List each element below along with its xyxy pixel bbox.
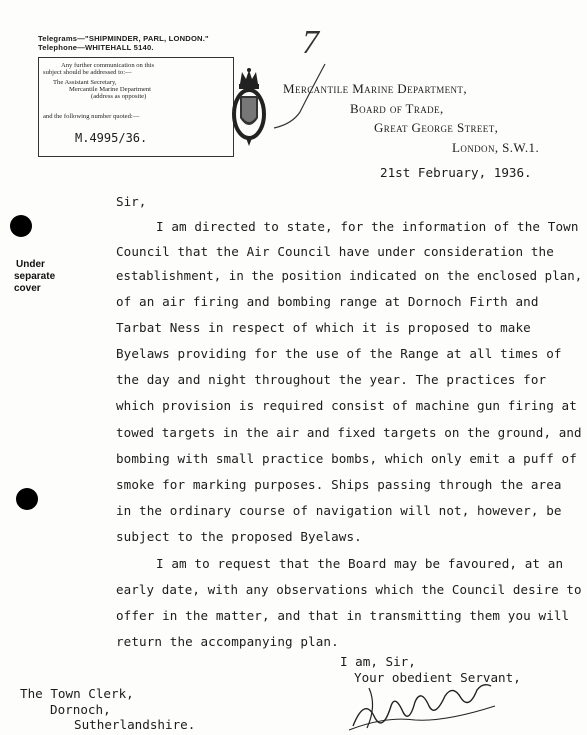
body-line: return the accompanying plan. <box>116 634 339 649</box>
body-line: I am directed to state, for the information of the Town <box>156 219 579 234</box>
body-line: offer in the matter, and that in transmitting them you will <box>116 608 570 623</box>
body-line: bombing with small practice bombs, which only emit a puff of <box>116 451 577 466</box>
box-line-2: subject should be addressed to:— <box>43 69 132 76</box>
annotation-mark: 7 <box>302 24 319 61</box>
department-name: Mercantile Marine Department, <box>283 81 467 96</box>
street-address: Great George Street, <box>374 120 499 135</box>
punch-hole-bottom <box>16 488 38 510</box>
letter-date: 21st February, 1936. <box>380 165 532 180</box>
stamp-line-3: cover <box>14 283 41 294</box>
salutation: Sir, <box>116 194 147 209</box>
body-line: Council that the Air Council have under consideration the <box>116 244 554 259</box>
body-line: in the ordinary course of navigation will not, however, be <box>116 503 562 518</box>
body-line: Byelaws providing for the use of the Range at all times of <box>116 346 562 361</box>
box-line-5: (address as opposite) <box>91 93 147 100</box>
box-line-1: Any further communication on this <box>61 62 155 69</box>
body-line: early date, with any observations which the Council desire to <box>116 582 582 597</box>
body-line: which provision is required consist of machine gun firing at <box>116 398 577 413</box>
recipient-line-3: Sutherlandshire. <box>74 717 196 732</box>
box-line-4: Mercantile Marine Department <box>69 86 152 93</box>
annotation-stroke <box>270 62 330 132</box>
telegram-address: Telegrams—"SHIPMINDER, PARL, LONDON." <box>38 34 209 43</box>
body-line: subject to the proposed Byelaws. <box>116 529 362 544</box>
closing-line-1: I am, Sir, <box>340 654 416 669</box>
body-line: of an air firing and bombing range at Dornoch Firth and <box>116 294 539 309</box>
reference-number: M.4995/36. <box>75 131 148 145</box>
body-line: Tarbat Ness in respect of which it is proposed to make <box>116 320 531 335</box>
recipient-line-1: The Town Clerk, <box>20 686 134 701</box>
body-line: towed targets in the air and fixed targets on the ground, and <box>116 425 582 440</box>
stamp-line-2: separate <box>14 271 56 282</box>
signature-icon <box>345 676 505 734</box>
royal-crest-icon <box>228 68 270 148</box>
body-line: smoke for marking purposes. Ships passing through the area <box>116 477 562 492</box>
reference-box <box>38 57 234 157</box>
board-name: Board of Trade, <box>350 101 444 116</box>
body-line: establishment, in the position indicated on the enclosed plan, <box>116 268 583 283</box>
recipient-line-2: Dornoch, <box>50 702 111 717</box>
city-address: London, S.W.1. <box>452 140 540 155</box>
body-line: the day and night throughout the year. The practices for <box>116 372 547 387</box>
body-line: I am to request that the Board may be favoured, at an <box>156 556 564 571</box>
closing-line-2: Your obedient Servant, <box>354 670 521 685</box>
stamp-line-1: Under <box>16 259 45 270</box>
telephone-number: Telephone—WHITEHALL 5140. <box>38 43 154 52</box>
box-line-3: The Assistant Secretary, <box>53 79 117 86</box>
punch-hole-top <box>10 215 32 237</box>
box-line-6: and the following number quoted:— <box>43 113 140 120</box>
